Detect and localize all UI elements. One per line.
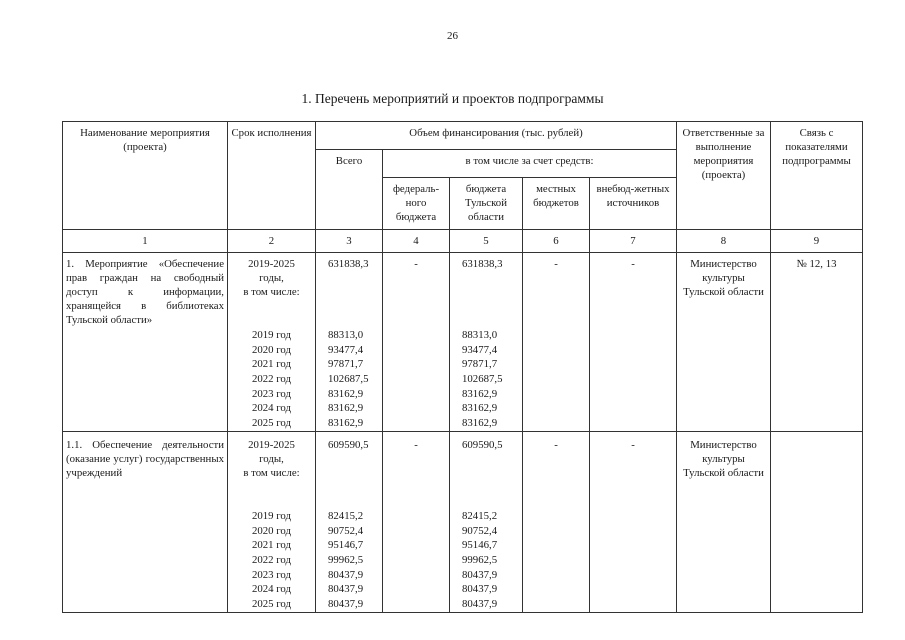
year-label: 2023 год: [251, 568, 292, 581]
header-financing: Объем финансирования (тыс. рублей): [316, 122, 677, 150]
year-regional: 102687,5: [462, 373, 503, 386]
year-regional: 83162,9: [462, 402, 498, 415]
column-number: 9: [771, 230, 863, 253]
header-extra: внебюд-жетных источников: [590, 178, 677, 230]
year-total: 80437,9: [328, 583, 364, 596]
term-including: в том числе:: [243, 466, 300, 479]
extra-value: -: [590, 253, 677, 432]
extra-value: -: [590, 431, 677, 612]
column-number: 2: [228, 230, 316, 253]
table-row: [63, 253, 863, 432]
header-term: Срок исполнения: [228, 122, 316, 230]
year-regional: 80437,9: [462, 597, 498, 610]
header-link: Связь с показателями подпрограммы: [771, 122, 863, 230]
year-regional: 95146,7: [462, 539, 498, 552]
year-label: 2020 год: [251, 524, 292, 537]
measure-name: 1.1. Обеспечение деятельности (оказание услуг) государственных учреждений: [63, 431, 228, 612]
year-label: 2019 год: [251, 329, 292, 341]
regional-cell: [450, 431, 523, 612]
federal-value: -: [383, 431, 450, 612]
header-local: местных бюджетов: [523, 178, 590, 230]
year-total: 80437,9: [328, 597, 364, 610]
year-regional: 82415,2: [462, 509, 498, 522]
regional-value: 609590,5: [462, 438, 503, 451]
year-total: 82415,2: [328, 509, 364, 522]
year-regional: 80437,9: [462, 568, 498, 581]
federal-value: -: [383, 253, 450, 432]
term-cell: [228, 431, 316, 612]
year-regional: 83162,9: [462, 387, 498, 400]
year-regional: 88313,0: [462, 329, 498, 341]
link-value: № 12, 13: [771, 253, 863, 432]
document-title: 1. Перечень мероприятий и проектов подпрограммы: [301, 91, 604, 106]
header-total: Всего: [316, 150, 383, 230]
term-years: годы,: [259, 272, 284, 284]
year-total: 97871,7: [328, 358, 364, 371]
year-label: 2023 год: [251, 387, 292, 400]
term-including: в том числе:: [243, 286, 300, 298]
year-label: 2025 год: [251, 417, 292, 430]
regional-cell: [450, 253, 523, 432]
local-value: -: [523, 253, 590, 432]
total-value: 609590,5: [328, 438, 369, 451]
column-number: 8: [677, 230, 771, 253]
year-total: 102687,5: [328, 373, 369, 386]
term-range: 2019-2025: [248, 438, 295, 451]
header-name: Наименование мероприятия (проекта): [63, 122, 228, 230]
year-total: 95146,7: [328, 539, 364, 552]
measures-table: [62, 121, 863, 613]
year-total: 83162,9: [328, 417, 364, 430]
total-value: 631838,3: [328, 258, 369, 270]
column-numbers-row: [63, 230, 863, 253]
year-regional: 90752,4: [462, 524, 498, 537]
year-label: 2024 год: [251, 402, 292, 415]
year-regional: 80437,9: [462, 583, 498, 596]
column-number: 4: [383, 230, 450, 253]
regional-value: 631838,3: [462, 258, 503, 270]
year-total: 99962,5: [328, 553, 364, 566]
header-including: в том числе за счет средств:: [383, 150, 677, 178]
year-total: 88313,0: [328, 329, 364, 341]
year-label: 2020 год: [251, 343, 292, 356]
year-label: 2021 год: [251, 539, 292, 552]
year-label: 2022 год: [251, 373, 292, 386]
year-total: 83162,9: [328, 402, 364, 415]
link-value: [771, 431, 863, 612]
responsible-value: Министерство культуры Тульской области: [677, 431, 771, 612]
term-range: 2019-2025: [248, 258, 295, 270]
year-regional: 83162,9: [462, 417, 498, 430]
year-total: 90752,4: [328, 524, 364, 537]
local-value: -: [523, 431, 590, 612]
table-row: [63, 431, 863, 612]
header-responsible: Ответственные за выполнение мероприятия (проекта): [677, 122, 771, 230]
year-label: 2022 год: [251, 553, 292, 566]
year-regional: 97871,7: [462, 358, 498, 371]
term-years: годы,: [259, 452, 284, 465]
total-cell: [316, 431, 383, 612]
responsible-value: Министерство культуры Тульской области: [677, 253, 771, 432]
column-number: 7: [590, 230, 677, 253]
year-regional: 99962,5: [462, 553, 498, 566]
column-number: 3: [316, 230, 383, 253]
year-label: 2025 год: [251, 597, 292, 610]
year-label: 2021 год: [251, 358, 292, 371]
year-total: 80437,9: [328, 568, 364, 581]
column-number: 6: [523, 230, 590, 253]
total-cell: [316, 253, 383, 432]
year-regional: 93477,4: [462, 343, 498, 356]
header-regional: бюджета Тульской области: [450, 178, 523, 230]
year-total: 93477,4: [328, 343, 364, 356]
term-cell: [228, 253, 316, 432]
year-total: 83162,9: [328, 387, 364, 400]
measure-name: 1. Мероприятие «Обеспечение прав граждан на свободный доступ к информации, хранящейся в библиотеках Тульской области»: [63, 253, 228, 432]
header-federal: федераль-ного бюджета: [383, 178, 450, 230]
page-number: 26: [447, 30, 458, 42]
year-label: 2019 год: [251, 509, 292, 522]
column-number: 1: [63, 230, 228, 253]
year-label: 2024 год: [251, 583, 292, 596]
column-number: 5: [450, 230, 523, 253]
